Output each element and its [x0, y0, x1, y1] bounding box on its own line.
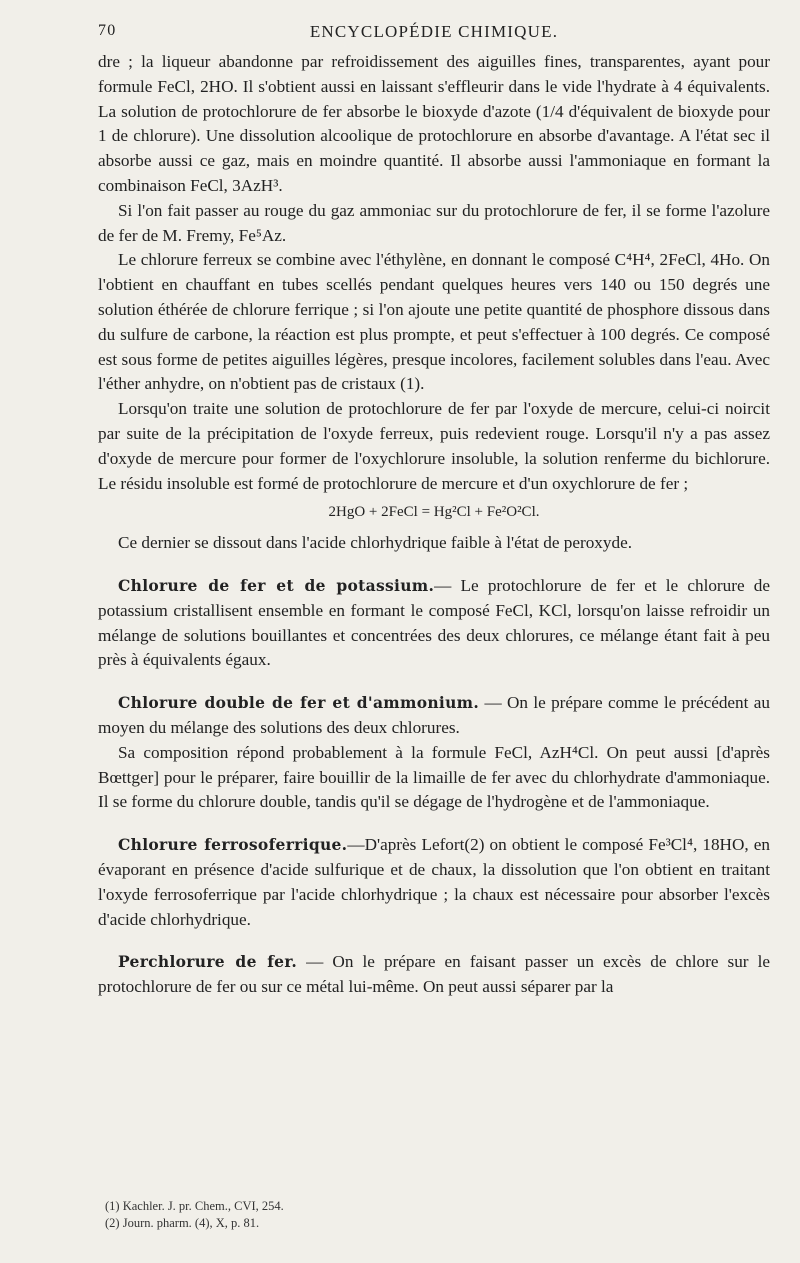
footnotes — [105, 1198, 705, 1232]
section-potassium — [98, 574, 770, 673]
section-text: — Le protochlorure de fer et le chlorure de potassium cristallisent ensemble en formant le composé FeCl, KCl, lorsqu'on laisse refroidir un mélange de solutions bouillantes et concentrées des deux chlorures, ce mélange étant fait à peu près à équivalents égaux. — [98, 575, 771, 670]
footnote: (1) Kachler. J. pr. Chem., CVI, 254. — [105, 1199, 284, 1213]
section-ferrosoferrique — [98, 833, 770, 932]
paragraph: Le chlorure ferreux se combine avec l'éthylène, en donnant le composé C⁴H⁴, 2FeCl, 4Ho. On l'obtient en chauffant en tubes scellés pendant quelques heures vers 140 ou 150 degrés une solution éthérée de chlorure ferrique ; si l'on ajoute une petite quantité de phosphore dissous dans du sulfure de carbone, la réaction est plus prompte, et peut s'effectuer à 100 degrés. Ce composé est sous forme de petites aiguilles légères, presque incolores, facilement solubles dans l'eau. Avec l'éther anhydre, on n'obtient pas de cristaux (1). — [98, 250, 770, 394]
section-title: Chlorure de fer et de potassium. — [118, 575, 435, 595]
paragraph: dre ; la liqueur abandonne par refroidissement des aiguilles fines, transparentes, ayant pour formule FeCl, 2HO. Il s'obtient aussi en laissant s'effleurir dans le vide l'hydrate à 4 équivalents. La solution de protochlorure de fer absorbe le bioxyde d'azote (1/4 d'équivalent de bioxyde pour 1 de chlorure). Une dissolution alcoolique de protochlorure en absorbe d'avantage. A l'état sec il absorbe aussi ce gaz, mais en moindre quantité. Il absorbe aussi l'ammoniaque en formant la combinaison FeCl, 3AzH³. — [98, 52, 770, 195]
running-title: ENCYCLOPÉDIE CHIMIQUE. — [309, 22, 559, 41]
page — [98, 22, 770, 1000]
paragraph: Ce dernier se dissout dans l'acide chlorhydrique faible à l'état de peroxyde. — [118, 533, 632, 553]
paragraph: Lorsqu'on traite une solution de protochlorure de fer par l'oxyde de mercure, celui-ci noircit par suite de la précipitation de l'oxyde ferreux, puis redevient rouge. Lorsqu'il n'y a pas assez d'oxyde de mercure pour former de l'oxychlorure insoluble, la solution renferme du bichlorure. Le résidu insoluble est formé de protochlorure de mercure et d'un oxychlorure de fer ; — [98, 399, 770, 493]
section-text: —D'après Lefort(2) on obtient le composé Fe³Cl⁴, 18HO, en évaporant en présence d'acide sulfurique et de chaux, la dissolution que l'on obtient en traitant l'oxyde ferrosoferrique par l'acide chlorhydrique ; la chaux est nécessaire pour absorber l'excès d'acide chlorhydrique. — [98, 835, 770, 929]
page-body — [98, 50, 770, 1000]
section-perchlorure — [98, 950, 770, 1000]
section-title: Chlorure double de fer et d'ammonium. — [118, 693, 480, 713]
paragraph: Si l'on fait passer au rouge du gaz ammoniac sur du protochlorure de fer, il se forme l'azolure de fer de M. Fremy, Fe⁵Az. — [98, 200, 770, 245]
footnote: (2) Journ. pharm. (4), X, p. 81. — [105, 1216, 260, 1230]
section-text: — On le prépare en faisant passer un excès de chlore sur le protochlorure de fer ou sur ce métal lui-même. On peut aussi séparer par la — [98, 952, 771, 997]
section-title: Perchlorure de fer. — [118, 952, 298, 972]
page-header — [98, 22, 770, 50]
section-text: — On le prépare comme le précédent au moyen du mélange des solutions des deux chlorures. — [98, 693, 770, 737]
page-number: 70 — [98, 22, 117, 39]
paragraph: Sa composition répond probablement à la formule FeCl, AzH⁴Cl. On peut aussi [d'après Bœttger] pour le préparer, faire bouillir de la limaille de fer avec du chlorhydrate d'ammoniaque. Il se forme du chlorure double, tandis qu'il se dégage de l'hydrogène et de l'ammoniaque. — [98, 742, 770, 812]
section-ammonium — [98, 691, 770, 741]
chemical-formula: 2HgO + 2FeCl = Hg²Cl + Fe²O²Cl. — [328, 504, 540, 521]
section-title: Chlorure ferrosoferrique. — [118, 835, 348, 855]
